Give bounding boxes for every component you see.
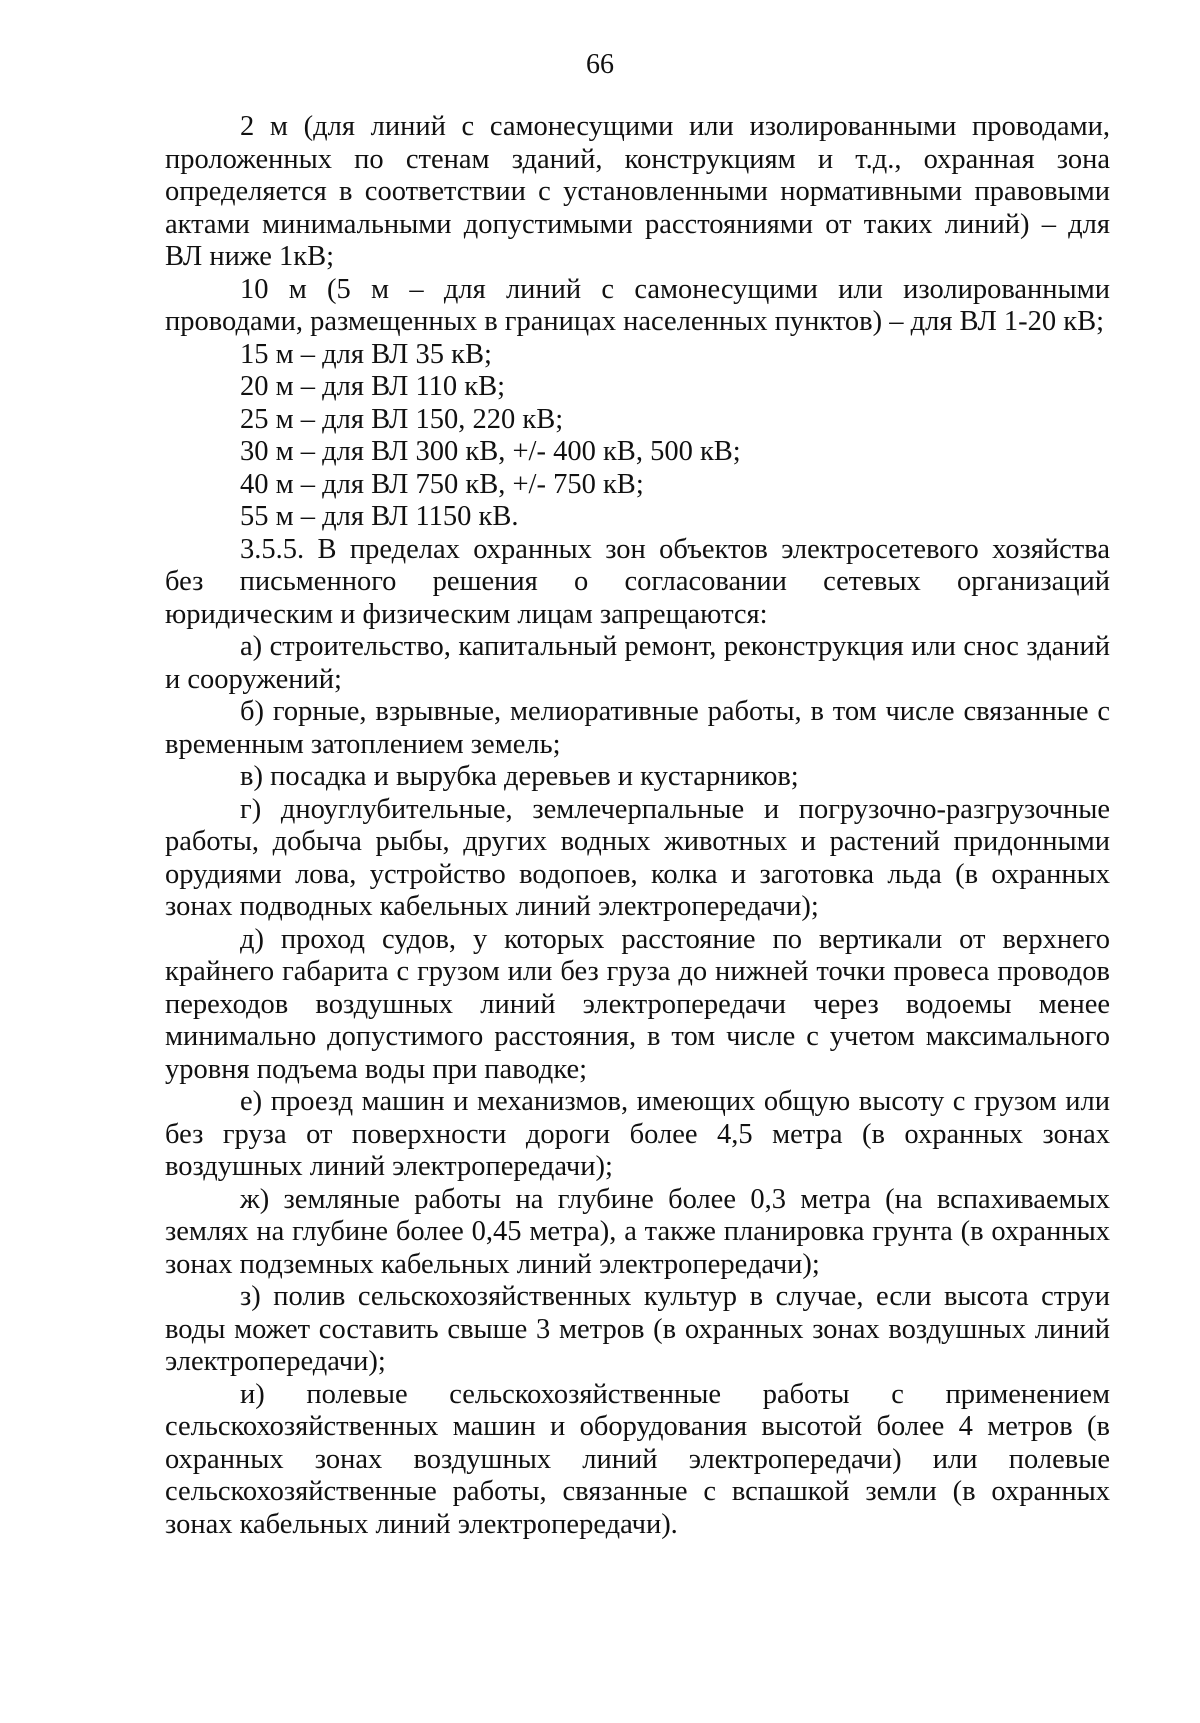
paragraph-item-e: е) проезд машин и механизмов, имеющих общую высоту с грузом или без груза от поверхности дороги более 4,5 метра (в охранных зонах воздушных линий электропередачи); (165, 1086, 1110, 1182)
paragraph-vl-1150kv: 55 м – для ВЛ 1150 кВ. (240, 501, 519, 532)
paragraph-item-i: и) полевые сельскохозяйственные работы с применением сельскохозяйственных машин и оборудования высотой более 4 метров (в охранных зонах воздушных линий электропередачи) или полевые сельскохозяйственные работы, связанные с вспашкой земли (в охранных зонах кабельных линий электропередачи). (165, 1378, 1110, 1540)
paragraph-vl-300-500kv: 30 м – для ВЛ 300 кВ, +/- 400 кВ, 500 кВ; (240, 436, 741, 467)
paragraph-item-z: з) полив сельскохозяйственных культур в случае, если высота струи воды может составить свыше 3 метров (в охранных зонах воздушных линий электропередачи); (165, 1281, 1110, 1377)
paragraph-item-v: в) посадка и вырубка деревьев и кустарников; (240, 761, 799, 792)
paragraph-item-d: д) проход судов, у которых расстояние по вертикали от верхнего крайнего габарита с грузом или без груза до нижней точки провеса проводов переходов воздушных линий электропередачи через водоемы менее минимально допустимого расстояния, в том числе с учетом максимального уровня подъема воды при паводке; (165, 923, 1110, 1085)
paragraph-section-3-5-5: 3.5.5. В пределах охранных зон объектов электросетевого хозяйства без письменного решения о согласовании сетевых организаций юридическим и физическим лицам запрещаются: (165, 533, 1110, 630)
paragraph-vl-35kv: 15 м – для ВЛ 35 кВ; (240, 338, 492, 370)
paragraph-item-zh: ж) земляные работы на глубине более 0,3 метра (на вспахиваемых землях на глубине более 0,45 метра), а также планировка грунта (в охранных зонах подземных кабельных линий электропередачи); (165, 1183, 1110, 1280)
paragraph-vl-below-1kv: 2 м (для линий с самонесущими или изолированными проводами, проложенных по стенам зданий, конструкциям и т.д., охранная зона определяется в соответствии с установленными нормативными правовыми актами минимальными допустимыми расстояниями от таких линий) – для ВЛ ниже 1кВ; (165, 111, 1110, 272)
paragraph-vl-750kv: 40 м – для ВЛ 750 кВ, +/- 750 кВ; (240, 468, 644, 500)
paragraph-vl-110kv: 20 м – для ВЛ 110 кВ; (240, 371, 506, 402)
paragraph-item-g: г) дноуглубительные, землечерпальные и погрузочно-разгрузочные работы, добыча рыбы, других водных животных и растений придонными орудиями лова, устройство водопоев, колка и заготовка льда (в охранных зонах подводных кабельных линий электропередачи); (165, 793, 1110, 922)
document-body (165, 111, 1110, 1541)
paragraph-vl-1-20kv: 10 м (5 м – для линий с самонесущими или изолированными проводами, размещенных в границах населенных пунктов) – для ВЛ 1-20 кВ; (165, 273, 1110, 337)
paragraph-item-b: б) горные, взрывные, мелиоративные работы, в том числе связанные с временным затоплением земель; (165, 696, 1110, 760)
paragraph-vl-150-220kv: 25 м – для ВЛ 150, 220 кВ; (240, 403, 564, 435)
page-number: 66 (586, 49, 614, 80)
paragraph-item-a: а) строительство, капитальный ремонт, реконструкция или снос зданий и сооружений; (165, 631, 1110, 695)
